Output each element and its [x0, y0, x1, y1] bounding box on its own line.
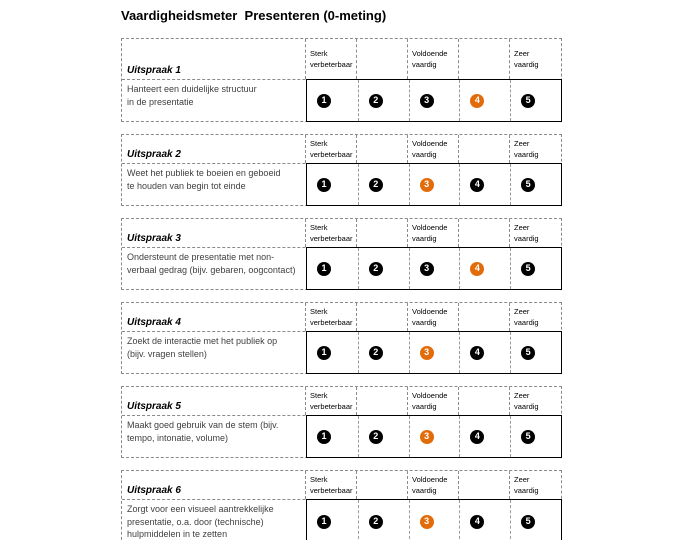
rating-number-badge: 1 [317, 178, 331, 192]
rating-option-3[interactable] [409, 80, 460, 121]
scale-anchor-cell [356, 471, 407, 499]
document-content [121, 8, 562, 540]
statement-body-row [122, 416, 561, 457]
rating-option-3-selected[interactable] [409, 500, 460, 540]
scale-anchor-cell [305, 135, 356, 163]
statement-body-row [122, 332, 561, 373]
statement-line: verbaal gedrag (bijv. gebaren, oogcontact) [127, 264, 296, 275]
statement-line: Maakt goed gebruik van de stem (bijv. [127, 420, 279, 430]
rating-number-badge: 2 [369, 346, 383, 360]
rating-option-1[interactable] [307, 500, 358, 540]
statement-block [121, 302, 562, 374]
scale-anchor-label: Sterk [310, 475, 328, 484]
statement-text [122, 248, 306, 289]
scale-anchor-cell [458, 471, 509, 499]
rating-option-1[interactable] [307, 332, 358, 373]
scale-anchor-label: Sterk [310, 307, 328, 316]
rating-number-badge: 2 [369, 430, 383, 444]
scale-anchor-cell [509, 39, 561, 79]
rating-number-badge: 5 [521, 94, 535, 108]
scale-anchor-cell [407, 135, 458, 163]
rating-option-1[interactable] [307, 248, 358, 289]
scale-anchor-label: vaardig [514, 60, 539, 69]
rating-number-badge: 4 [470, 515, 484, 529]
scale-anchor-label: Zeer [514, 391, 530, 400]
scale-anchor-cell [458, 303, 509, 331]
statement-body-row [122, 80, 561, 121]
rating-number-badge: 1 [317, 515, 331, 529]
rating-option-5[interactable] [510, 164, 561, 205]
rating-number-badge: 2 [369, 515, 383, 529]
scale-header-row [122, 387, 561, 416]
rating-option-4[interactable] [459, 164, 510, 205]
scale-anchor-label: verbeterbaar [310, 234, 353, 243]
scale-anchor-label: Voldoende [412, 49, 448, 58]
rating-number-badge: 4 [470, 262, 484, 276]
scale-anchor-cell [356, 39, 407, 79]
statement-label: Uitspraak 3 [127, 233, 181, 244]
scale-anchor-cell [305, 219, 356, 247]
rating-number-badge: 4 [470, 178, 484, 192]
scale-anchor-label: Sterk [310, 391, 328, 400]
rating-number-badge: 1 [317, 262, 331, 276]
rating-option-3-selected[interactable] [409, 332, 460, 373]
rating-option-2[interactable] [358, 332, 409, 373]
statement-block [121, 218, 562, 290]
statement-line: presentatie, o.a. door (technische) [127, 516, 264, 527]
rating-number-badge: 2 [369, 94, 383, 108]
rating-option-5[interactable] [510, 500, 561, 540]
document-title: Vaardigheidsmeter Presenteren (0-meting) [121, 8, 387, 23]
rating-option-1[interactable] [307, 80, 358, 121]
scale-anchor-cell [305, 303, 356, 331]
scale-anchor-label: Zeer [514, 49, 530, 58]
rating-option-5[interactable] [510, 80, 561, 121]
rating-number-badge: 3 [420, 178, 434, 192]
scale-anchor-cell [407, 387, 458, 415]
rating-option-2[interactable] [358, 248, 409, 289]
scale-anchor-label: vaardig [412, 402, 437, 411]
rating-scale [306, 499, 562, 540]
rating-number-badge: 3 [420, 346, 434, 360]
scale-anchor-label: vaardig [412, 486, 437, 495]
scale-anchor-cell [458, 135, 509, 163]
statement-label: Uitspraak 5 [127, 401, 181, 412]
rating-option-4[interactable] [459, 500, 510, 540]
rating-option-5[interactable] [510, 332, 561, 373]
statement-label-cell [122, 219, 305, 247]
scale-anchor-label: verbeterbaar [310, 402, 353, 411]
scale-anchor-cell [458, 39, 509, 79]
scale-anchor-label: vaardig [514, 234, 539, 243]
rating-scale [306, 415, 562, 458]
rating-option-3[interactable] [409, 248, 460, 289]
statement-body-row [122, 248, 561, 289]
rating-option-4[interactable] [459, 332, 510, 373]
statement-blocks [121, 38, 562, 540]
scale-anchor-label: Zeer [514, 475, 530, 484]
scale-header-row [122, 303, 561, 332]
statement-line: Hanteert een duidelijke structuur [127, 84, 257, 94]
statement-line: Weet het publiek te boeien en geboeid [127, 168, 281, 178]
statement-text [122, 332, 306, 373]
scale-anchor-cell [305, 39, 356, 79]
statement-line: Zorgt voor een visueel aantrekkelijke [127, 504, 274, 514]
scale-anchor-label: vaardig [514, 318, 539, 327]
rating-number-badge: 3 [420, 430, 434, 444]
statement-text [122, 80, 306, 121]
scale-anchor-cell [509, 471, 561, 499]
rating-option-4-selected[interactable] [459, 80, 510, 121]
rating-option-5[interactable] [510, 416, 561, 457]
scale-header-row [122, 471, 561, 500]
scale-anchor-cell [509, 387, 561, 415]
rating-number-badge: 5 [521, 178, 535, 192]
statement-label: Uitspraak 1 [127, 65, 181, 76]
rating-option-5[interactable] [510, 248, 561, 289]
rating-number-badge: 5 [521, 346, 535, 360]
statement-label: Uitspraak 6 [127, 485, 181, 496]
rating-option-2[interactable] [358, 500, 409, 540]
statement-body-row [122, 500, 561, 540]
scale-anchor-label: Sterk [310, 223, 328, 232]
scale-anchor-cell [356, 219, 407, 247]
scale-anchor-cell [305, 387, 356, 415]
scale-anchor-cell [356, 387, 407, 415]
scale-anchor-cell [407, 219, 458, 247]
statement-line: in de presentatie [127, 96, 194, 107]
scale-header-row [122, 135, 561, 164]
statement-block [121, 134, 562, 206]
rating-option-4-selected[interactable] [459, 248, 510, 289]
statement-line: tempo, intonatie, volume) [127, 432, 229, 443]
scale-anchor-cell [356, 303, 407, 331]
statement-block [121, 470, 562, 540]
rating-number-badge: 5 [521, 262, 535, 276]
scale-anchor-label: verbeterbaar [310, 486, 353, 495]
statement-label-cell [122, 471, 305, 499]
rating-number-badge: 4 [470, 346, 484, 360]
scale-anchor-label: Voldoende [412, 475, 448, 484]
scale-anchor-label: vaardig [412, 150, 437, 159]
scale-anchor-cell [458, 219, 509, 247]
scale-anchor-label: vaardig [514, 402, 539, 411]
rating-number-badge: 3 [420, 262, 434, 276]
scale-anchor-cell [509, 135, 561, 163]
statement-text [122, 416, 306, 457]
scale-anchor-cell [305, 471, 356, 499]
scale-anchor-cell [407, 303, 458, 331]
scale-anchor-cell [458, 387, 509, 415]
statement-text [122, 164, 306, 205]
statement-line: hulpmiddelen in te zetten [127, 529, 228, 539]
rating-scale [306, 79, 562, 122]
rating-number-badge: 3 [420, 515, 434, 529]
rating-number-badge: 2 [369, 262, 383, 276]
scale-anchor-label: Voldoende [412, 307, 448, 316]
rating-scale [306, 247, 562, 290]
scale-anchor-label: vaardig [514, 486, 539, 495]
scale-anchor-label: verbeterbaar [310, 318, 353, 327]
statement-label: Uitspraak 4 [127, 317, 181, 328]
scale-anchor-cell [407, 471, 458, 499]
scale-anchor-label: Voldoende [412, 139, 448, 148]
rating-number-badge: 4 [470, 430, 484, 444]
scale-anchor-cell [356, 135, 407, 163]
rating-option-3-selected[interactable] [409, 416, 460, 457]
scale-anchor-label: Sterk [310, 139, 328, 148]
rating-option-2[interactable] [358, 416, 409, 457]
rating-option-4[interactable] [459, 416, 510, 457]
statement-label-cell [122, 303, 305, 331]
statement-block [121, 38, 562, 122]
scale-anchor-cell [509, 219, 561, 247]
rating-number-badge: 2 [369, 178, 383, 192]
statement-text [122, 500, 306, 540]
scale-anchor-label: Sterk [310, 49, 328, 58]
statement-body-row [122, 164, 561, 205]
statement-line: Zoekt de interactie met het publiek op [127, 336, 278, 346]
rating-number-badge: 4 [470, 94, 484, 108]
scale-anchor-label: Zeer [514, 139, 530, 148]
rating-option-2[interactable] [358, 80, 409, 121]
scale-anchor-label: vaardig [514, 150, 539, 159]
statement-block [121, 386, 562, 458]
rating-number-badge: 3 [420, 94, 434, 108]
rating-number-badge: 1 [317, 94, 331, 108]
scale-anchor-label: verbeterbaar [310, 150, 353, 159]
scale-anchor-cell [407, 39, 458, 79]
scale-header-row [122, 219, 561, 248]
rating-number-badge: 1 [317, 430, 331, 444]
scale-anchor-label: Zeer [514, 223, 530, 232]
rating-scale [306, 331, 562, 374]
scale-anchor-label: Voldoende [412, 223, 448, 232]
statement-label-cell [122, 39, 305, 79]
statement-label-cell [122, 135, 305, 163]
scale-anchor-label: Voldoende [412, 391, 448, 400]
scale-anchor-label: vaardig [412, 60, 437, 69]
rating-option-3-selected[interactable] [409, 164, 460, 205]
scale-anchor-label: verbeterbaar [310, 60, 353, 69]
scale-anchor-cell [509, 303, 561, 331]
statement-label: Uitspraak 2 [127, 149, 181, 160]
scale-anchor-label: vaardig [412, 234, 437, 243]
rating-number-badge: 5 [521, 515, 535, 529]
rating-number-badge: 5 [521, 430, 535, 444]
rating-option-1[interactable] [307, 164, 358, 205]
statement-label-cell [122, 387, 305, 415]
statement-line: (bijv. vragen stellen) [127, 348, 207, 359]
rating-option-1[interactable] [307, 416, 358, 457]
rating-number-badge: 1 [317, 346, 331, 360]
rating-option-2[interactable] [358, 164, 409, 205]
rating-scale [306, 163, 562, 206]
statement-line: te houden van begin tot einde [127, 180, 246, 191]
scale-anchor-label: Zeer [514, 307, 530, 316]
scale-header-row [122, 39, 561, 80]
statement-line: Ondersteunt de presentatie met non- [127, 252, 275, 262]
scale-anchor-label: vaardig [412, 318, 437, 327]
